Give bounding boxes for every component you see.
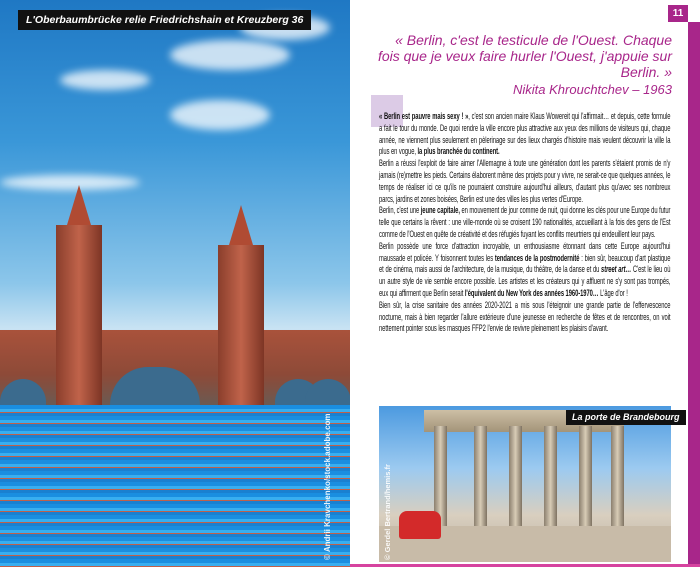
gate-column: [544, 426, 557, 536]
gate-column: [474, 426, 487, 536]
right-page: [350, 0, 700, 567]
bridge: [0, 330, 350, 405]
body-text: [379, 110, 670, 334]
tower-right: [218, 245, 264, 410]
tower-roof: [67, 185, 91, 225]
photo-credit: © Gerdel Bertrand/hemis.fr: [383, 464, 392, 560]
margin-bar: [688, 22, 700, 567]
photo-credit: © Andrii Kravchenko/stock.adobe.com: [323, 413, 332, 560]
cloud: [170, 40, 290, 70]
paragraph: « Berlin est pauvre mais sexy ! », c'est son ancien maire Klaus Wowereit qui l'affirmait… et depuis, cette formule a fait le tour du monde. De quoi rendre la ville encore plus attractive aux yeux des millions de visiteurs qui, chaque année, ne viennent plus seulement en pèlerinage sur des lieux chargés d'histoire mais veulent découvrir la ville la plus en vogue, la plus branchée du continent.: [379, 110, 671, 157]
tower-roof: [229, 205, 253, 245]
photo-caption: La porte de Brandebourg: [566, 410, 686, 425]
bridge-arch: [110, 367, 200, 405]
paragraph: Berlin possède une force d'attraction incroyable, un enthousiasme étonnant dans cette Europe aujourd'hui maussade et policée. Y foisonnent toutes les tendances de la postmodernité : bien sûr, beaucoup d'art plastique et de cinéma, mais aussi de l'architecture, de la musique, du théâtre, de la danse et du street art… C'est le lieu où un autre style de vie semble encore possible. Les artistes et les créateurs qui y affluent ne s'y sont pas trompés, eux qui affirment que Berlin serait l'équivalent du New York des années 1960-1970… L'âge d'or !: [379, 239, 671, 298]
quote-author: Nikita Khrouchtchev – 1963: [513, 82, 672, 97]
river-water: [0, 405, 350, 567]
bridge-arch: [0, 379, 46, 405]
cloud: [60, 70, 150, 90]
brandenburg-gate-photo: [379, 406, 671, 562]
photo-caption: L'Oberbaumbrücke relie Friedrichshain et Kreuzberg 36: [18, 10, 311, 30]
tower-left: [56, 225, 102, 410]
red-tuk-tuk: [399, 511, 441, 539]
epigraph-quote: « Berlin, c'est le testicule de l'Ouest. Chaque fois que je veux faire hurler l'Ouest, j'appuie sur Berlin. »: [377, 32, 672, 80]
gate-column: [611, 426, 624, 536]
epigraph: [372, 32, 672, 98]
cloud: [170, 100, 270, 130]
paragraph: Berlin a réussi l'exploit de faire aimer l'Allemagne à toute une génération dont les parents s'étaient promis de n'y jamais (re)mettre les pieds. Certains élaborent même des projets pour y vivre, ne serait-ce que quelques années, le temps de réaliser ici ce qu'ils ne pourraient construire aujourd'hui ailleurs, d'autant plus qu'avec ses nombreux parcs, jardins et zones boisées, Berlin est une des villes les plus vertes d'Europe.: [379, 157, 671, 204]
paragraph: Bien sûr, la crise sanitaire des années 2020-2021 a mis sous l'éteignoir une grande partie de l'effervescence nocturne, mais à bien regarder l'allure extérieure d'une jeunesse en recherche de fêtes et de rencontres, on voit nettement pointer sous les masques FFP2 l'envie de revivre pleinement les plaisirs d'avant.: [379, 298, 671, 334]
gate-column: [509, 426, 522, 536]
page-number: 11: [668, 5, 688, 22]
paragraph: Berlin, c'est une jeune capitale, en mouvement de jour comme de nuit, qui donne les clés pour une Europe du futur telle que certains la rêvent : une ville-monde où se croisent 190 nationalités, accueillant à la fois des gens de l'Est comme de l'Ouest en quête de créativité et des réfugiés fuyant les conflits meurtriers qui endeuillent leur pays.: [379, 204, 671, 239]
gate-column: [579, 426, 592, 536]
